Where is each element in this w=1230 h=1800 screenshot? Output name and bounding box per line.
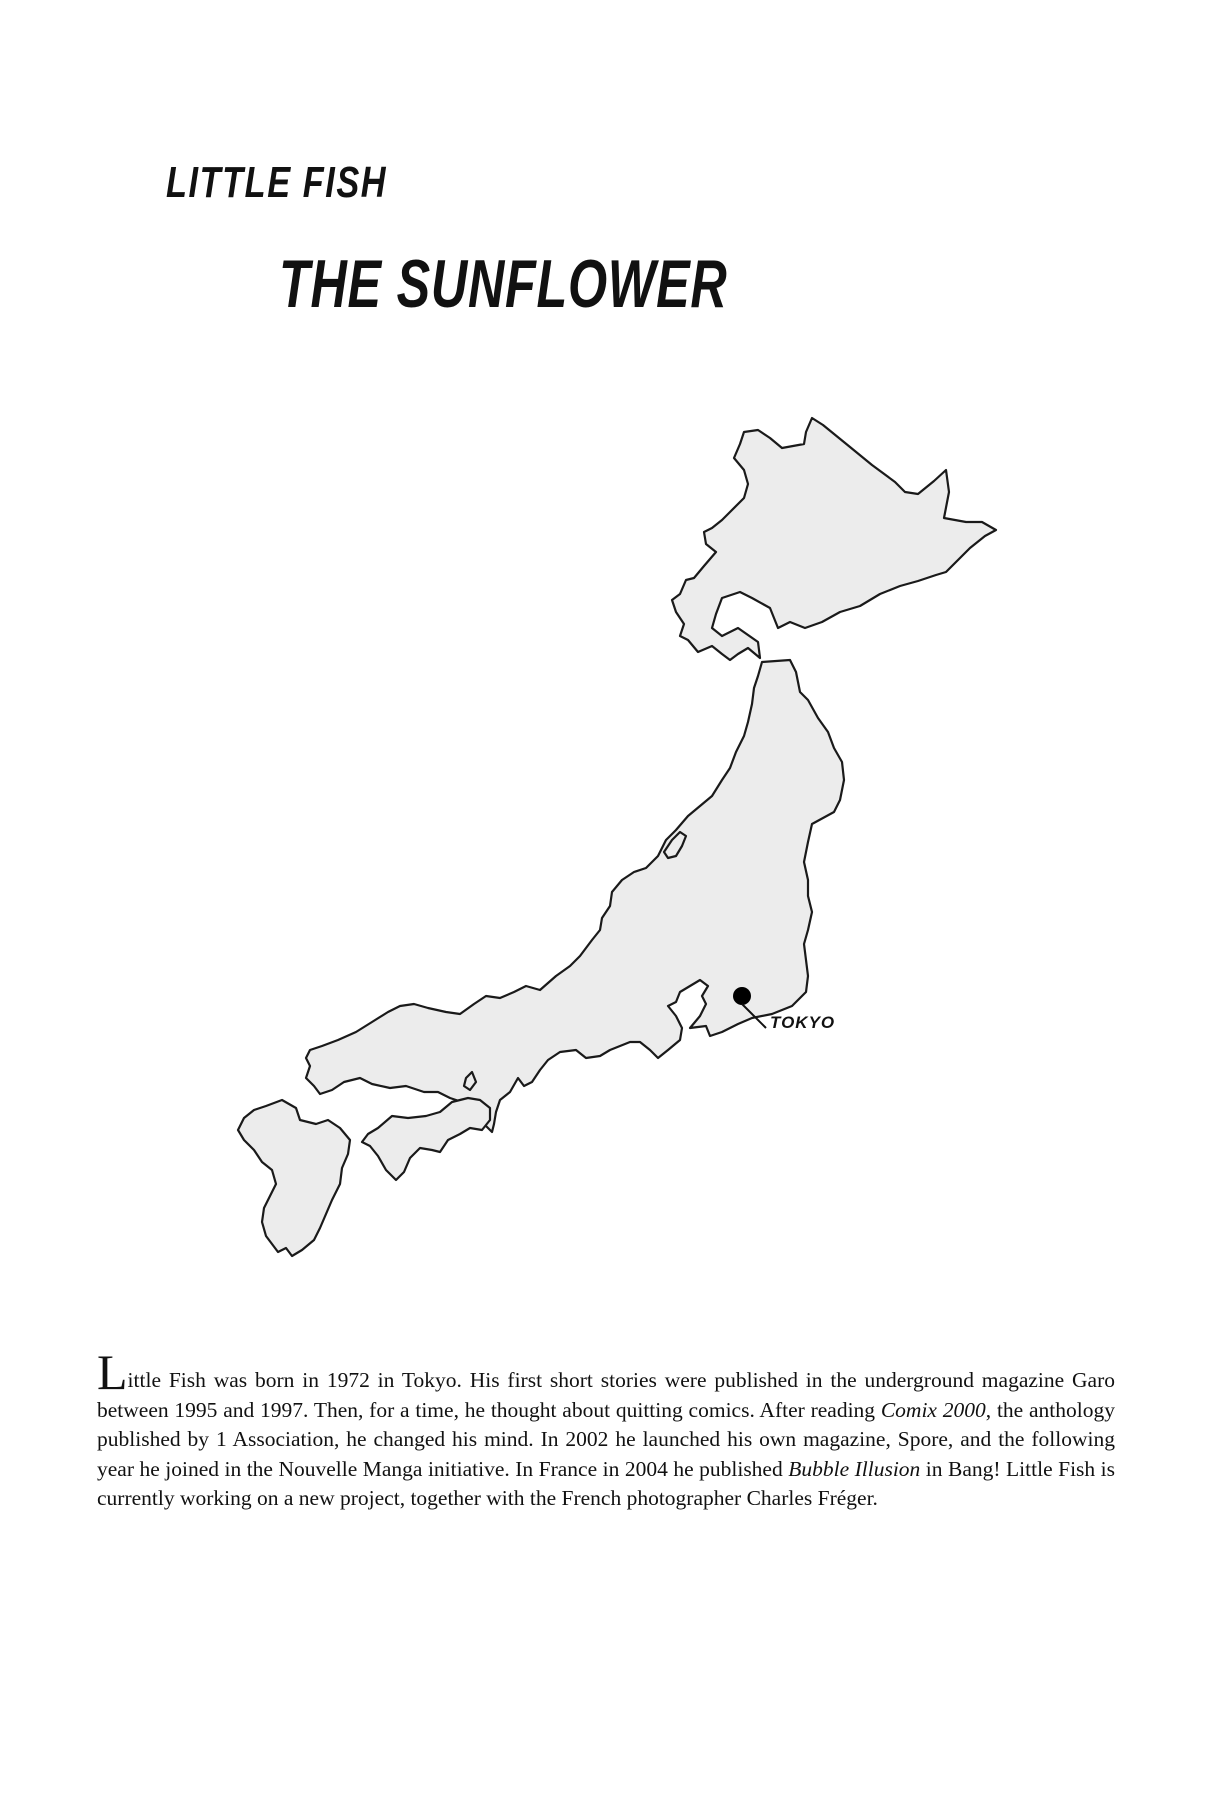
author-biography — [97, 1344, 1115, 1514]
bio-title-comix-2000: Comix 2000 — [880, 1397, 986, 1422]
island-hokkaido — [672, 418, 996, 660]
island-kyushu — [238, 1100, 350, 1256]
story-title: THE SUNFLOWER — [279, 246, 728, 322]
tokyo-marker — [733, 987, 751, 1005]
island-honshu — [306, 660, 844, 1132]
bio-text-1: ittle Fish was born in 1972 in Tokyo. His first short stories were published in the underground magazine Garo between 1995 and 1997. Then, for a time, he thought about quitting comics. After reading — [97, 1368, 1115, 1422]
bio-text-3: in Bang! Little Fish is currently working on a new project, together with the French photographer Charles Fréger. — [97, 1456, 1115, 1510]
tokyo-label: TOKYO — [770, 1013, 836, 1032]
bio-text-2: , the anthology published by 1 Association, he changed his mind. In 2002 he launched his own magazine, Spore, and the following year he joined in the Nouvelle Manga initiative. In France in 2004 he published — [97, 1397, 1115, 1481]
drop-cap: L — [97, 1344, 128, 1400]
bio-title-bubble-illusion: Bubble Illusion — [788, 1456, 921, 1481]
island-shikoku — [362, 1098, 490, 1180]
author-name: LITTLE FISH — [166, 158, 388, 207]
